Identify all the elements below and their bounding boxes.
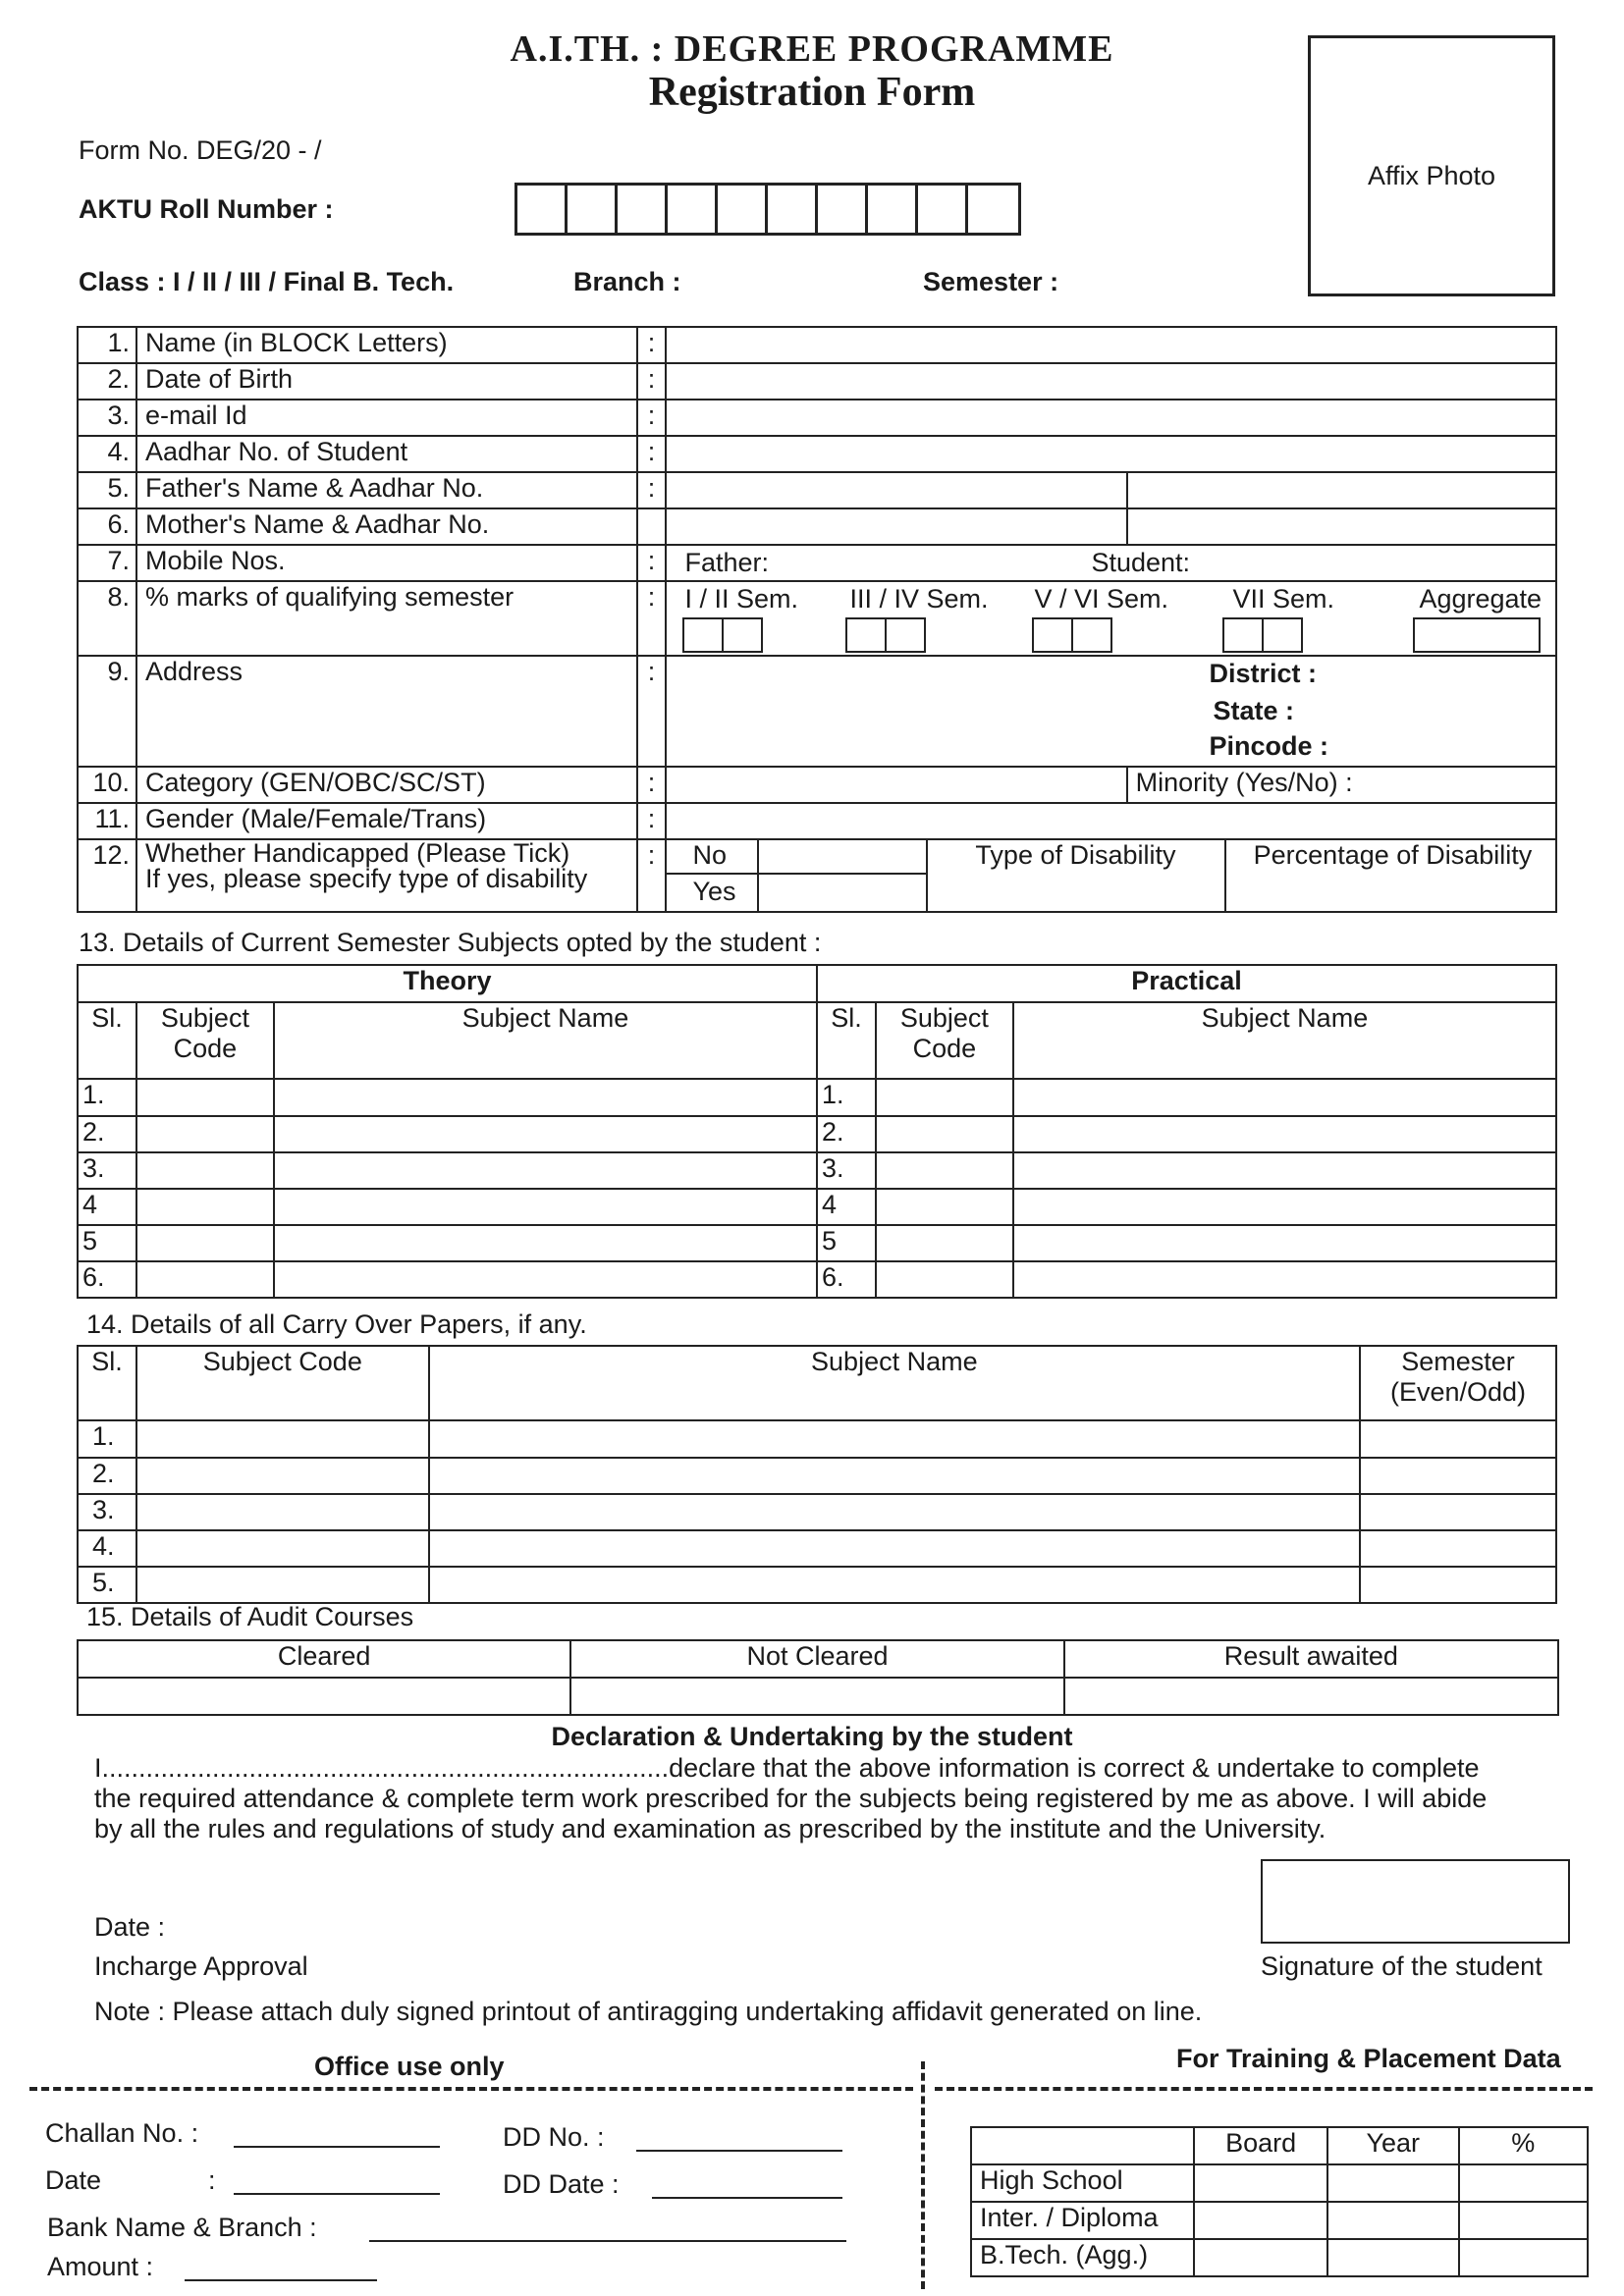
bank-field[interactable] bbox=[369, 2240, 846, 2242]
dd-date-label: DD Date : bbox=[503, 2169, 620, 2199]
category-field[interactable] bbox=[666, 767, 1126, 803]
amount-label: Amount : bbox=[47, 2252, 154, 2281]
photo-label: Affix Photo bbox=[1367, 161, 1496, 190]
incharge-approval: Incharge Approval bbox=[94, 1951, 308, 1981]
name-field[interactable] bbox=[666, 327, 1556, 363]
audit-courses-table: Cleared Not Cleared Result awaited bbox=[77, 1639, 1559, 1716]
address-field[interactable]: District : State : Pincode : bbox=[666, 656, 1556, 767]
divider-right bbox=[935, 2087, 1593, 2091]
divider-vertical bbox=[921, 2061, 925, 2289]
aadhar-field[interactable] bbox=[666, 436, 1556, 472]
branch-label: Branch : bbox=[573, 267, 681, 296]
section-15-heading: 15. Details of Audit Courses bbox=[86, 1602, 414, 1631]
challan-label: Challan No. : bbox=[45, 2118, 199, 2148]
handicap-field[interactable]: No Yes Type of Disability Percentage of Disability bbox=[666, 839, 1556, 912]
form-number: Form No. DEG/20 - / bbox=[79, 135, 322, 165]
declaration-heading: Declaration & Undertaking by the student bbox=[551, 1722, 1073, 1751]
placement-heading: For Training & Placement Data bbox=[1176, 2044, 1561, 2073]
form-subtitle: Registration Form bbox=[648, 70, 976, 115]
roll-number-boxes[interactable] bbox=[514, 183, 1021, 236]
amount-field[interactable] bbox=[185, 2279, 377, 2281]
antiragging-note: Note : Please attach duly signed printout of antiragging undertaking affidavit generated on line. bbox=[94, 1997, 1203, 2026]
marks-field[interactable]: I / II Sem. III / IV Sem. V / VI Sem. VII Sem. Aggregate bbox=[666, 581, 1556, 656]
carry-over-table: Sl. Subject Code Subject Name Semester (Even/Odd) 1. 2. 3. 4. 5. bbox=[77, 1345, 1557, 1604]
office-date-field[interactable] bbox=[234, 2193, 440, 2195]
father-aadhar-field[interactable] bbox=[1127, 472, 1556, 508]
personal-details-table: 1. Name (in BLOCK Letters) : 2. Date of Birth : 3. e-mail Id : 4. Aadhar No. of Student : 5. Father's Name & Aadhar No. : 6. Mother's Name & Aadhar No. 7. Mobile Nos. : Father: Student: 8. % marks of qualifying semester : I / II Sem. III / IV Sem. V / VI Sem. VII Sem. Aggregate 9. Address : District : State : Pincode : 10. Category (GEN/OBC/SC/ST) : Minority (Yes/No) : 11. Gender (Male/Female/Trans) : 12. Whether Handicapped (Please Tick) If yes, please specify type of disability : No Yes Type of Disability Percentage of Disability bbox=[77, 326, 1557, 913]
father-name-field[interactable] bbox=[666, 472, 1126, 508]
dd-date-field[interactable] bbox=[652, 2197, 842, 2199]
office-use-heading: Office use only bbox=[314, 2052, 505, 2081]
photo-box bbox=[1308, 35, 1555, 296]
section-13-heading: 13. Details of Current Semester Subjects opted by the student : bbox=[79, 928, 822, 957]
section-14-heading: 14. Details of all Carry Over Papers, if any. bbox=[86, 1309, 587, 1339]
mother-aadhar-field[interactable] bbox=[1127, 508, 1556, 545]
current-subjects-table: Theory Practical Sl. Subject Code Subject Name Sl. Subject Code Subject Name 1. 1. 2. 2. 3. 3. 4 4 5 5 6. 6. bbox=[77, 964, 1557, 1299]
mother-name-field[interactable] bbox=[666, 508, 1126, 545]
mobile-field[interactable]: Father: Student: bbox=[666, 545, 1556, 581]
office-date-label: Date bbox=[45, 2165, 102, 2195]
signature-label: Signature of the student bbox=[1261, 1951, 1543, 1981]
email-field[interactable] bbox=[666, 400, 1556, 436]
declaration-date: Date : bbox=[94, 1912, 166, 1942]
gender-field[interactable] bbox=[666, 803, 1556, 839]
dob-field[interactable] bbox=[666, 363, 1556, 400]
divider-left bbox=[29, 2087, 913, 2091]
dd-no-field[interactable] bbox=[636, 2150, 842, 2152]
form-title: A.I.TH. : DEGREE PROGRAMME bbox=[510, 28, 1114, 70]
signature-box[interactable] bbox=[1261, 1859, 1570, 1944]
dd-no-label: DD No. : bbox=[503, 2122, 605, 2152]
declaration-text: I.............................................................................declare that the above information is correct & undertake to complete the required attendance & complete term work prescribed for the subjects being registered by me as above. I will abide by all the rules and regulations of study and examination as prescribed by the institute and the University. bbox=[94, 1753, 1488, 1843]
roll-number-label: AKTU Roll Number : bbox=[79, 194, 334, 224]
class-label: Class : I / II / III / Final B. Tech. bbox=[79, 267, 455, 296]
placement-table: Board Year % High School Inter. / Diploma B.Tech. (Agg.) bbox=[970, 2126, 1589, 2277]
semester-label: Semester : bbox=[923, 267, 1059, 296]
bank-label: Bank Name & Branch : bbox=[47, 2213, 317, 2242]
challan-field[interactable] bbox=[234, 2146, 440, 2148]
